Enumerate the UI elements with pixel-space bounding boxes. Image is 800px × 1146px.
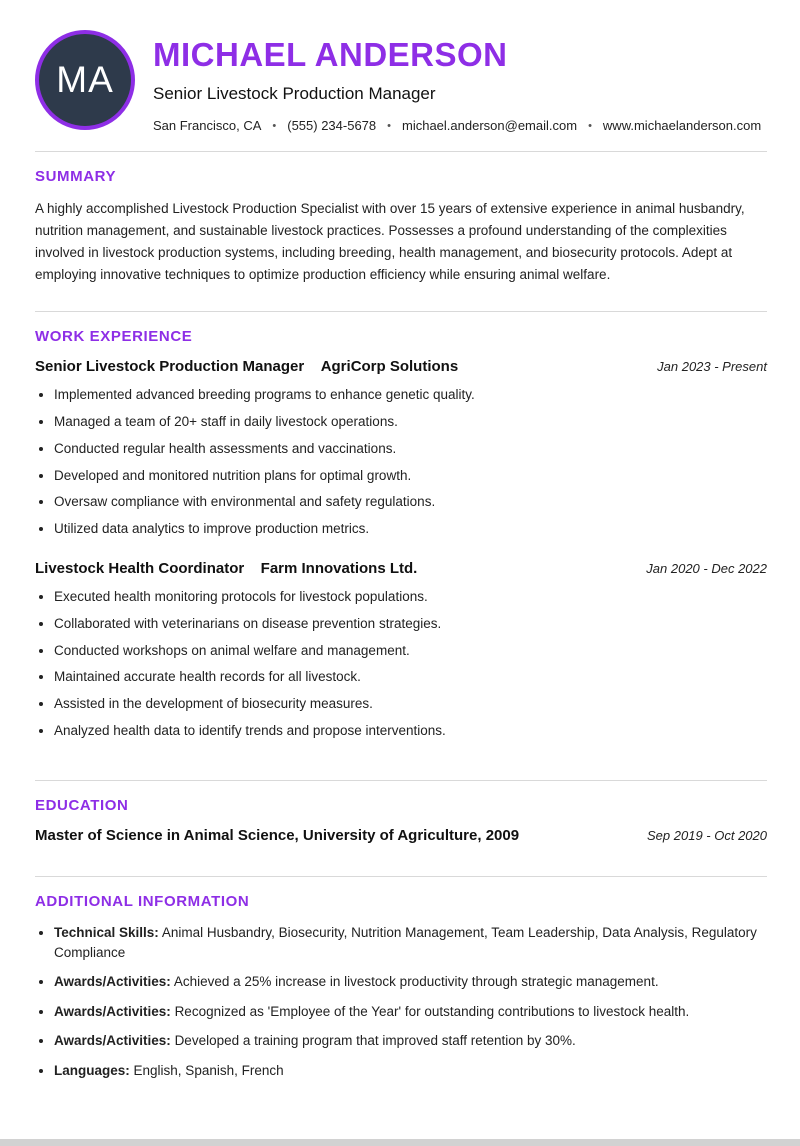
info-item-text: Achieved a 25% increase in livestock productivity through strategic management.: [173, 974, 659, 990]
job-bullet: • Assisted in the development of biosecurity measures.: [54, 695, 767, 713]
job-title: Senior Livestock Production Manager: [35, 358, 305, 376]
education-dates: Sep 2019 - Oct 2020: [647, 828, 767, 844]
education-entry: [35, 827, 767, 844]
education-heading: EDUCATION: [35, 797, 129, 815]
info-item-label: Technical Skills:: [54, 925, 159, 941]
summary-heading: SUMMARY: [35, 168, 117, 185]
contact-row: [153, 118, 761, 133]
info-item: [54, 923, 767, 962]
education-degree: Master of Science in Animal Science, University of Agriculture, 2009: [35, 827, 520, 845]
section-summary: [35, 168, 767, 285]
section-education: [35, 797, 767, 844]
job-bullet-list: [35, 386, 767, 538]
job-dates: Jan 2023 - Present: [657, 359, 767, 375]
job-bullet: • Analyzed health data to identify trends and propose interventions.: [54, 722, 767, 740]
info-item-label: Awards/Activities:: [54, 1033, 171, 1049]
resume-header: [35, 26, 767, 133]
job-title: Livestock Health Coordinator: [35, 560, 245, 578]
work-experience-heading: WORK EXPERIENCE: [35, 328, 193, 346]
job-bullet-list: [35, 588, 767, 740]
job-entry: [35, 358, 767, 538]
info-item: [54, 972, 767, 992]
info-item: [54, 1031, 767, 1051]
info-item-text: Recognized as 'Employee of the Year' for outstanding contributions to livestock health.: [174, 1003, 690, 1019]
job-bullet: • Implemented advanced breeding programs to enhance genetic quality.: [54, 386, 767, 404]
info-item-text: Developed a training program that improved staff retention by 30%.: [174, 1033, 576, 1049]
contact-website: www.michaelanderson.com: [602, 118, 762, 133]
additional-info-list: [35, 923, 767, 1080]
contact-location: San Francisco, CA: [153, 118, 262, 133]
info-item-label: Awards/Activities:: [54, 1003, 171, 1019]
candidate-title: Senior Livestock Production Manager: [153, 84, 436, 103]
job-bullet: • Conducted regular health assessments and vaccinations.: [54, 440, 767, 458]
contact-phone: (555) 234-5678: [287, 118, 377, 133]
info-item-label: Languages:: [54, 1062, 130, 1078]
additional-information-heading: ADDITIONAL INFORMATION: [35, 893, 250, 911]
section-divider: [35, 876, 767, 877]
job-dates: Jan 2020 - Dec 2022: [646, 561, 767, 577]
bullet-separator-icon: •: [387, 119, 391, 132]
info-item-label: Awards/Activities:: [54, 974, 171, 990]
job-entry: [35, 560, 767, 740]
info-item: [54, 1061, 767, 1081]
job-company: Farm Innovations Ltd.: [260, 560, 418, 578]
avatar-initials: MA: [56, 59, 114, 100]
job-bullet: • Maintained accurate health records for all livestock.: [54, 668, 767, 686]
page-edge: [0, 1139, 800, 1146]
info-item-text: English, Spanish, French: [133, 1062, 284, 1078]
contact-email: michael.anderson@email.com: [402, 118, 578, 133]
bullet-separator-icon: •: [272, 119, 277, 132]
job-bullet: • Executed health monitoring protocols for livestock populations.: [54, 588, 767, 606]
job-bullet: • Oversaw compliance with environmental and safety regulations.: [54, 493, 767, 511]
summary-text: A highly accomplished Livestock Production Specialist with over 15 years of extensive experience in animal husbandry, nutrition management, and sustainable livestock practices. Possesses a profound understanding of the complexities involved in livestock production systems, including breeding, health management, and biosecurity protocols. Adept at employing innovative techniques to optimize production efficiency while ensuring animal welfare.: [35, 201, 745, 282]
avatar: [35, 30, 135, 130]
info-item-text: Animal Husbandry, Biosecurity, Nutrition Management, Team Leadership, Data Analysis, Regulatory Compliance: [54, 925, 757, 960]
job-bullet: • Collaborated with veterinarians on disease prevention strategies.: [54, 615, 767, 633]
section-additional-information: [35, 893, 767, 1080]
section-work-experience: [35, 328, 767, 740]
header-info: [153, 26, 761, 133]
section-divider: [35, 311, 767, 312]
candidate-name: MICHAEL ANDERSON: [153, 36, 508, 73]
bullet-separator-icon: •: [588, 119, 592, 132]
section-divider: [35, 151, 767, 152]
info-item: [54, 1002, 767, 1022]
job-bullet: • Developed and monitored nutrition plans for optimal growth.: [54, 467, 767, 485]
section-divider: [35, 780, 767, 781]
job-title-line: [35, 358, 458, 376]
job-header: [35, 358, 767, 376]
job-bullet: • Utilized data analytics to improve production metrics.: [54, 520, 767, 538]
job-header: [35, 560, 767, 578]
job-bullet: • Managed a team of 20+ staff in daily livestock operations.: [54, 413, 767, 431]
job-title-line: [35, 560, 417, 578]
job-bullet: • Conducted workshops on animal welfare and management.: [54, 642, 767, 660]
job-company: AgriCorp Solutions: [320, 358, 459, 376]
